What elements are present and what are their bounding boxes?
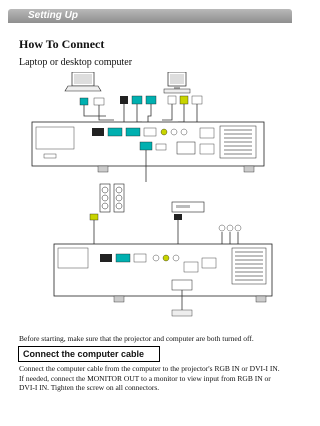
subsection-body	[19, 364, 285, 393]
video-deck-illustration	[172, 202, 204, 212]
subsection-heading: Connect the computer cable	[18, 346, 160, 362]
power-plug	[172, 310, 192, 316]
page-title: How To Connect	[19, 37, 105, 51]
laptop-illustration	[65, 72, 101, 91]
lower-connectors	[90, 214, 241, 231]
cable-connector-row	[80, 96, 202, 105]
body-paragraph-1: Connect the computer cable from the computer to the projector's RGB IN or DVI-I IN.	[19, 364, 280, 373]
desktop-computer-illustration	[164, 72, 190, 93]
body-paragraph-2: If needed, connect the MONITOR OUT to a monitor to view input from RGB IN or DVI-I IN. Tighten the screw on all connectors.	[19, 373, 271, 392]
note-text: Before starting, make sure that the projector and computer are both turned off.	[19, 334, 254, 343]
speakers-illustration	[100, 184, 124, 212]
projector-rear-panel-top	[32, 122, 264, 172]
connection-diagram	[22, 72, 278, 330]
section-header-label: Setting Up	[28, 10, 78, 21]
section-header-tab	[8, 9, 292, 23]
projector-rear-panel-bottom	[54, 244, 272, 302]
page-subtitle: Laptop or desktop computer	[19, 57, 133, 68]
